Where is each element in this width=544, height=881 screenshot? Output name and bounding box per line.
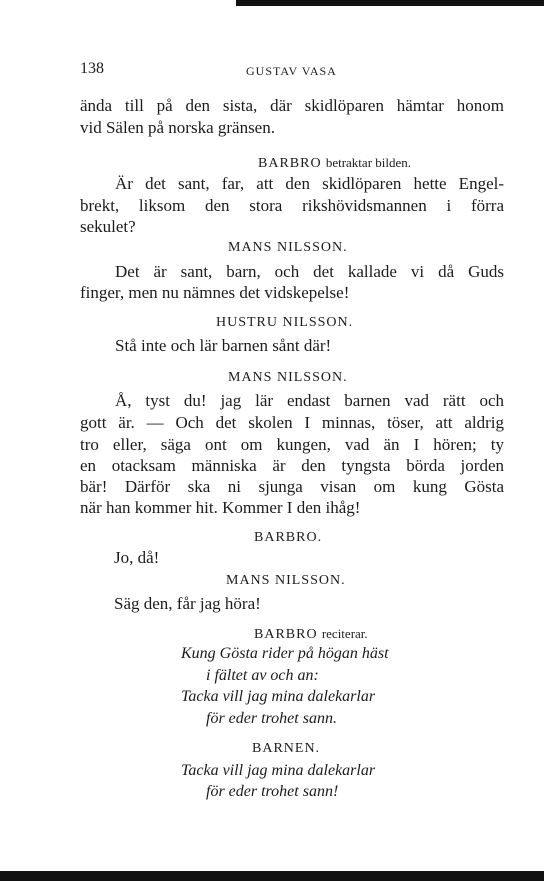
verse-line: Tacka vill jag mina dalekarlar [181, 762, 376, 779]
page-top-edge [236, 0, 544, 6]
speaker-name: BARNEN. [252, 741, 321, 756]
dialogue-line: bär! Därför ska ni sjunga visan om kung Gösta [80, 477, 504, 496]
dialogue-line: brekt, liksom den stora rikshövidsmannen i förra [80, 196, 504, 215]
dialogue-line: Jo, då! [114, 548, 160, 567]
speaker-name: MANS NILSSON. [228, 370, 348, 385]
speaker-name: BARBRO [254, 627, 318, 642]
speaker-name: HUSTRU NILSSON. [216, 315, 354, 330]
dialogue-line: gott är. — Och det skolen I minnas, töser, att aldrig [80, 413, 504, 432]
dialogue-line: när han kommer hit. Kommer I den ihåg! [80, 498, 361, 517]
speaker-heading [254, 623, 368, 645]
page-number: 138 [80, 60, 104, 77]
dialogue-line: en otacksam människa är den tyngsta börda jorden [80, 456, 504, 475]
stage-direction: reciterar. [321, 626, 368, 641]
running-title: GUSTAV VASA [246, 64, 337, 78]
verse-line: Kung Gösta rider på högan häst [181, 645, 389, 662]
speaker-name: BARBRO [258, 156, 322, 171]
speaker-name: MANS NILSSON. [228, 240, 348, 255]
prose-line: vid Sälen på norska gränsen. [80, 118, 275, 137]
speaker-name: MANS NILSSON. [226, 573, 346, 588]
page-bottom-edge [0, 871, 544, 881]
dialogue-line: finger, men nu nämnes det vidskepelse! [80, 283, 350, 302]
prose-line: ända till på den sista, där skidlöparen hämtar honom [80, 96, 504, 115]
dialogue-line: Säg den, får jag höra! [114, 594, 261, 613]
dialogue-line: tro eller, säga ont om kungen, vad än I hören; ty [80, 435, 504, 454]
dialogue-line: Är det sant, far, att den skidlöparen hette Engel- [115, 174, 504, 193]
dialogue-line: sekulet? [80, 217, 136, 236]
verse-line: för eder trohet sann. [206, 710, 337, 727]
verse-line: i fältet av och an: [206, 667, 319, 684]
dialogue-line: Det är sant, barn, och det kallade vi då Guds [115, 262, 504, 281]
dialogue-line: Stå inte och lär barnen sånt där! [115, 336, 332, 355]
stage-direction: betraktar bilden. [325, 155, 412, 170]
dialogue-line: Å, tyst du! jag lär endast barnen vad rätt och [115, 391, 504, 410]
verse-line: Tacka vill jag mina dalekarlar [181, 688, 376, 705]
speaker-heading [258, 152, 411, 174]
verse-line: för eder trohet sann! [206, 783, 339, 800]
speaker-name: BARBRO. [254, 530, 323, 545]
